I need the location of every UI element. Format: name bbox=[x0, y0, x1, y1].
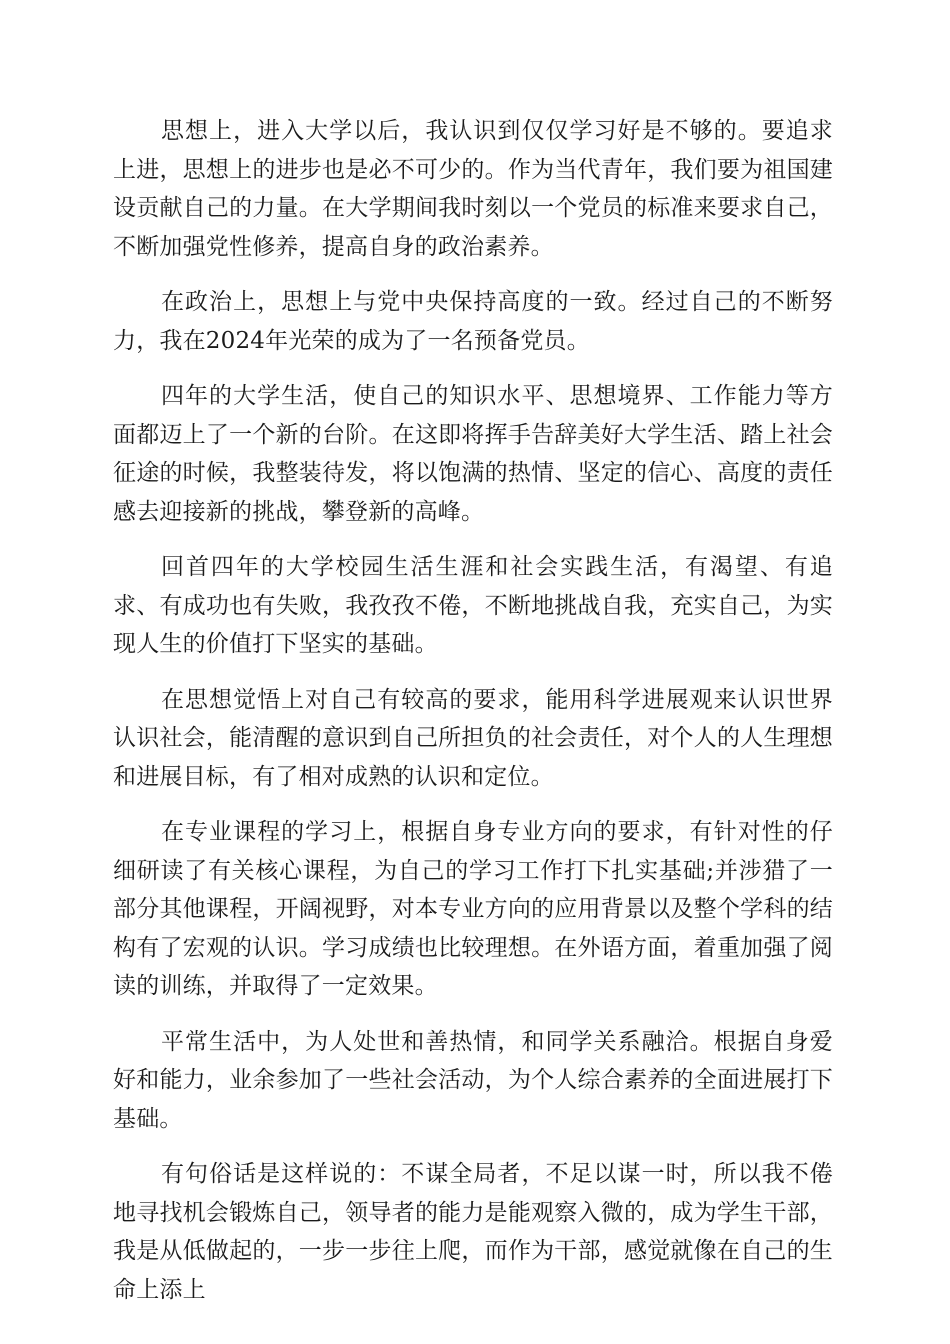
paragraph-ideology: 思想上，进入大学以后，我认识到仅仅学习好是不够的。要追求上进，思想上的进步也是必不可少的。作为当代青年，我们要为祖国建设贡献自己的力量。在大学期间我时刻以一个党员的标准来要求自己，不断加强党性修养，提高自身的政治素养。 bbox=[113, 118, 833, 260]
paragraph-daily-life: 平常生活中，为人处世和善热情，和同学关系融洽。根据自身爱好和能力，业余参加了一些社会活动，为个人综合素养的全面进展打下基础。 bbox=[113, 1028, 833, 1132]
paragraph-leadership: 有句俗话是这样说的：不谋全局者，不足以谋一时，所以我不倦地寻找机会锻炼自己，领导者的能力是能观察入微的，成为学生干部，我是从低做起的，一步一步往上爬，而作为干部，感觉就像在自己的生命上添上 bbox=[113, 1161, 833, 1303]
document-body bbox=[113, 112, 833, 1309]
paragraph-four-years: 四年的大学生活，使自己的知识水平、思想境界、工作能力等方面都迈上了一个新的台阶。在这即将挥手告辞美好大学生活、踏上社会征途的时候，我整装待发，将以饱满的热情、坚定的信心、高度的责任感去迎接新的挑战，攀登新的高峰。 bbox=[113, 383, 833, 525]
paragraph-politics: 在政治上，思想上与党中央保持高度的一致。经过自己的不断努力，我在2024年光荣的成为了一名预备党员。 bbox=[113, 289, 833, 354]
paragraph-awareness: 在思想觉悟上对自己有较高的要求，能用科学进展观来认识世界认识社会，能清醒的意识到自己所担负的社会责任，对个人的人生理想和进展目标，有了相对成熟的认识和定位。 bbox=[113, 686, 833, 790]
paragraph-studies: 在专业课程的学习上，根据自身专业方向的要求，有针对性的仔细研读了有关核心课程，为自己的学习工作打下扎实基础;并涉猎了一部分其他课程，开阔视野，对本专业方向的应用背景以及整个学科的结构有了宏观的认识。学习成绩也比较理想。在外语方面，着重加强了阅读的训练，并取得了一定效果。 bbox=[113, 819, 833, 999]
paragraph-looking-back: 回首四年的大学校园生活生涯和社会实践生活，有渴望、有追求、有成功也有失败，我孜孜不倦，不断地挑战自我，充实自己，为实现人生的价值打下坚实的基础。 bbox=[113, 554, 833, 657]
